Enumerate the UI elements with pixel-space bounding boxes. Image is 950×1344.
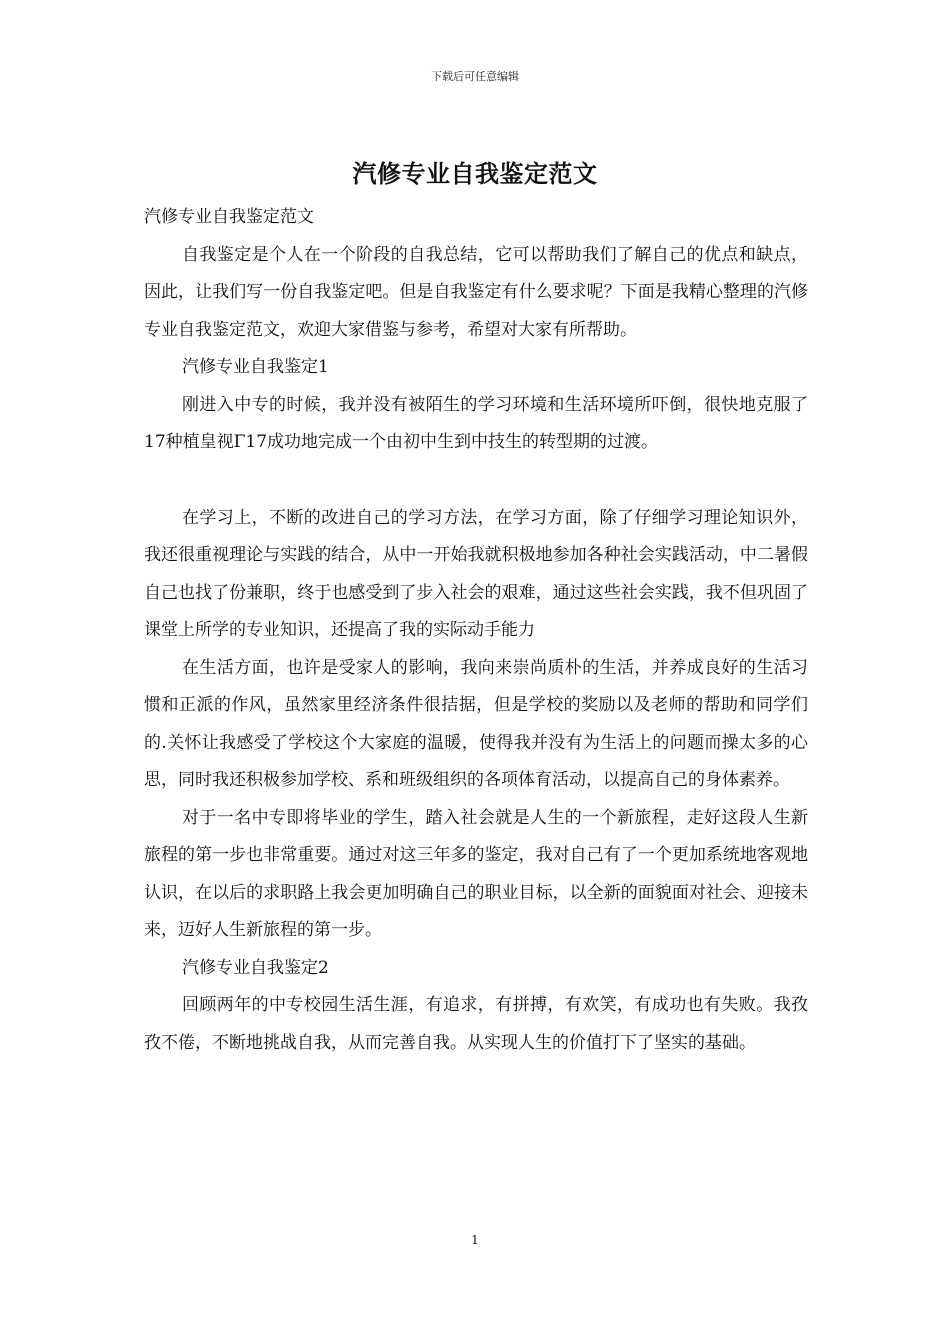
page-number: 1	[471, 1233, 479, 1247]
body-paragraph: 在学习上，不断的改进自己的学习方法，在学习方面，除了仔细学习理论知识外，我还很重视理论与实践的结合，从中一开始我就积极地参加各种社会实践活动，中二暑假自己也找了份兼职，终于也感受到了步入社会的艰难，通过这些社会实践，我不但巩固了课堂上所学的专业知识，还提高了我的实际动手能力	[144, 507, 808, 640]
document-title: 汽修专业自我鉴定范文	[352, 159, 598, 188]
page-header-note: 下载后可任意编辑	[431, 70, 519, 83]
subtitle-line: 汽修专业自我鉴定范文	[144, 207, 314, 227]
body-paragraph: 刚进入中专的时候，我并没有被陌生的学习环境和生活环境所吓倒，很快地克服了17种植皇视Γ17成功地完成一个由初中生到中技生的转型期的过渡。	[144, 394, 808, 452]
body-paragraph: 对于一名中专即将毕业的学生，踏入社会就是人生的一个新旅程，走好这段人生新旅程的第一步也非常重要。通过对这三年多的鉴定，我对自己有了一个更加系统地客观地认识，在以后的求职路上我会更加明确自己的职业目标，以全新的面貌面对社会、迎接未来，迈好人生新旅程的第一步。	[144, 807, 808, 940]
body-paragraph: 在生活方面，也许是受家人的影响，我向来崇尚质朴的生活，并养成良好的生活习惯和正派的作风，虽然家里经济条件很拮据，但是学校的奖励以及老师的帮助和同学们的.关怀让我感受了学校这个大家庭的温暖，使得我并没有为生活上的问题而操太多的心思，同时我还积极参加学校、系和班级组织的各项体育活动，以提高自己的身体素养。	[144, 657, 808, 790]
section-heading-1: 汽修专业自我鉴定1	[182, 357, 329, 377]
intro-paragraph: 自我鉴定是个人在一个阶段的自我总结，它可以帮助我们了解自己的优点和缺点，因此，让我们写一份自我鉴定吧。但是自我鉴定有什么要求呢？下面是我精心整理的汽修专业自我鉴定范文，欢迎大家借鉴与参考，希望对大家有所帮助。	[144, 244, 808, 340]
section-heading-2: 汽修专业自我鉴定2	[182, 957, 329, 978]
document-body	[144, 199, 808, 1062]
body-paragraph: 回顾两年的中专校园生活生涯，有追求，有拼搏，有欢笑，有成功也有失败。我孜孜不倦，不断地挑战自我，从而完善自我。从实现人生的价值打下了坚实的基础。	[144, 995, 808, 1053]
